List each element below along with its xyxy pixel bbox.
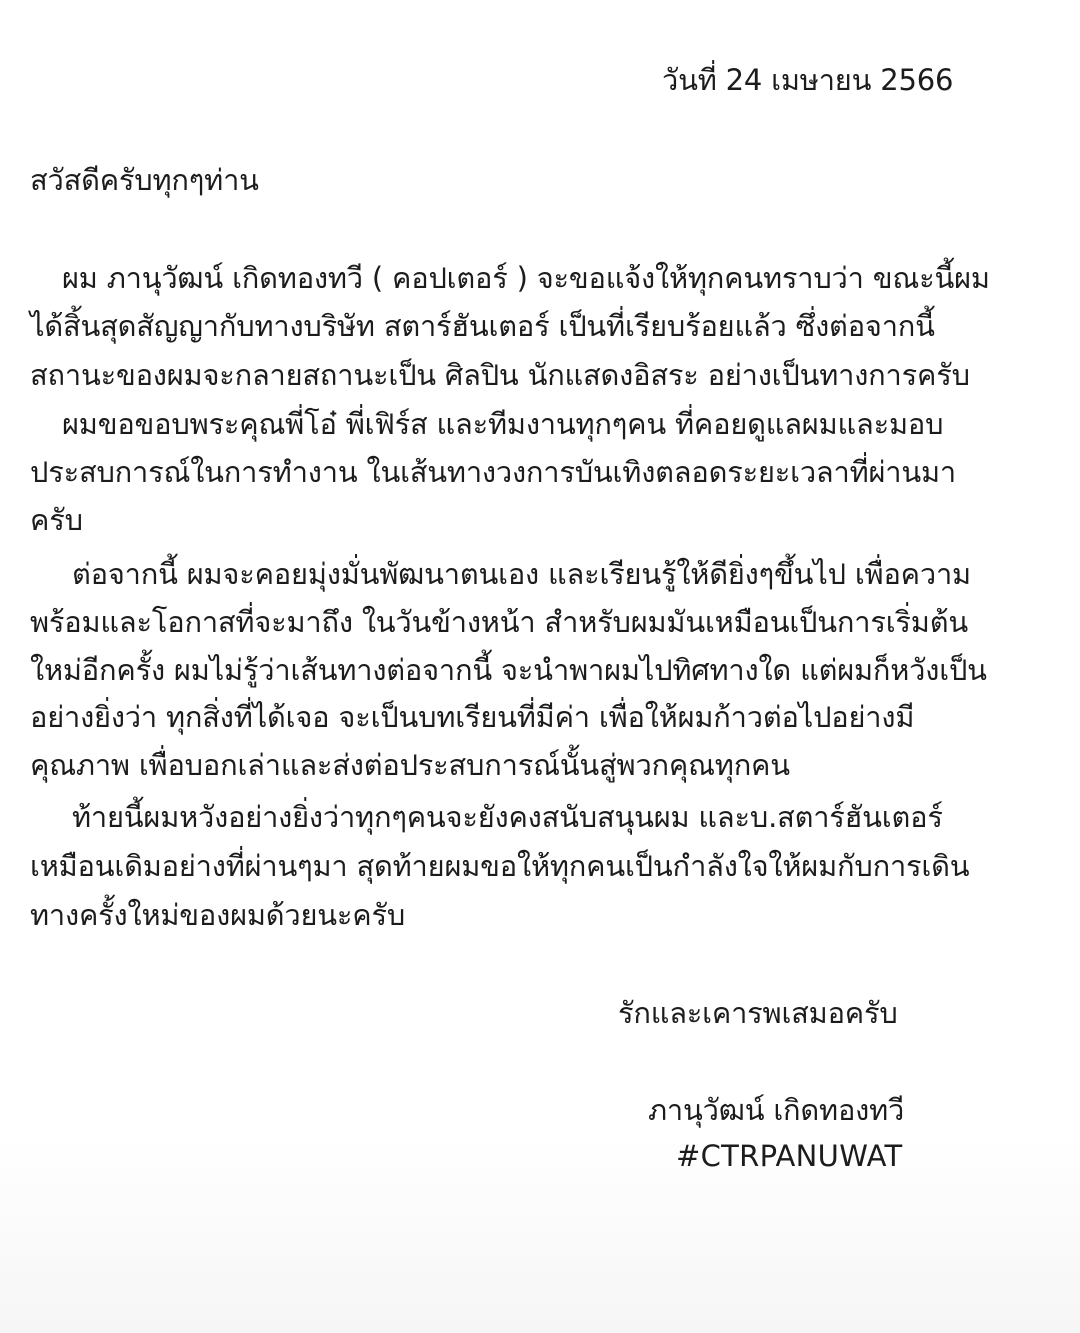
paragraph-line: อย่างยิ่งว่า ทุกสิ่งที่ได้เจอ จะเป็นบทเรียนที่มีค่า เพื่อให้ผมก้าวต่อไปอย่างมี bbox=[30, 700, 915, 734]
paragraph-line: ได้สิ้นสุดสัญญากับทางบริษัท สตาร์ฮันเตอร์ เป็นที่เรียบร้อยแล้ว ซึ่งต่อจากนี้ bbox=[30, 309, 935, 343]
paragraph-line: คุณภาพ เพื่อบอกเล่าและส่งต่อประสบการณ์นั้นสู่พวกคุณทุกคน bbox=[30, 748, 790, 782]
paragraph-line: ใหม่อีกครั้ง ผมไม่รู้ว่าเส้นทางต่อจากนี้ จะนำพาผมไปทิศทางใด แต่ผมก็หวังเป็น bbox=[30, 653, 987, 687]
paragraph-line: ประสบการณ์ในการทำงาน ในเส้นทางวงการบันเทิงตลอดระยะเวลาที่ผ่านมา bbox=[30, 455, 956, 489]
letter-greeting: สวัสดีครับทุกๆท่าน bbox=[30, 163, 259, 197]
letter-signature: ภานุวัฒน์ เกิดทองทวี bbox=[648, 1093, 905, 1127]
paragraph-line: ต่อจากนี้ ผมจะคอยมุ่งมั่นพัฒนาตนเอง และเรียนรู้ให้ดียิ่งๆขึ้นไป เพื่อความ bbox=[72, 557, 971, 591]
paragraph-line: เหมือนเดิมอย่างที่ผ่านๆมา สุดท้ายผมขอให้ทุกคนเป็นกำลังใจให้ผมกับการเดิน bbox=[30, 849, 970, 883]
paragraph-line: ทางครั้งใหม่ของผมด้วยนะครับ bbox=[30, 898, 406, 932]
letter-closing: รักและเคารพเสมอครับ bbox=[618, 996, 898, 1030]
letter-hashtag: #CTRPANUWAT bbox=[676, 1139, 903, 1173]
paragraph-line: สถานะของผมจะกลายสถานะเป็น ศิลปิน นักแสดงอิสระ อย่างเป็นทางการครับ bbox=[30, 358, 970, 392]
paragraph-line: ครับ bbox=[30, 503, 83, 537]
paragraph-line: ผม ภานุวัฒน์ เกิดทองทวี ( คอปเตอร์ ) จะขอแจ้งให้ทุกคนทราบว่า ขณะนี้ผม bbox=[62, 261, 990, 295]
paragraph-line: พร้อมและโอกาสที่จะมาถึง ในวันข้างหน้า สำหรับผมมันเหมือนเป็นการเริ่มต้น bbox=[30, 605, 968, 639]
letter-date: วันที่ 24 เมษายน 2566 bbox=[662, 63, 954, 97]
paragraph-line: ท้ายนี้ผมหวังอย่างยิ่งว่าทุกๆคนจะยังคงสนับสนุนผม และบ.สตาร์ฮันเตอร์ bbox=[72, 800, 943, 834]
paragraph-line: ผมขอขอบพระคุณพี่โอ๋ พี่เฟิร์ส และทีมงานทุกๆคน ที่คอยดูแลผมและมอบ bbox=[62, 407, 944, 441]
